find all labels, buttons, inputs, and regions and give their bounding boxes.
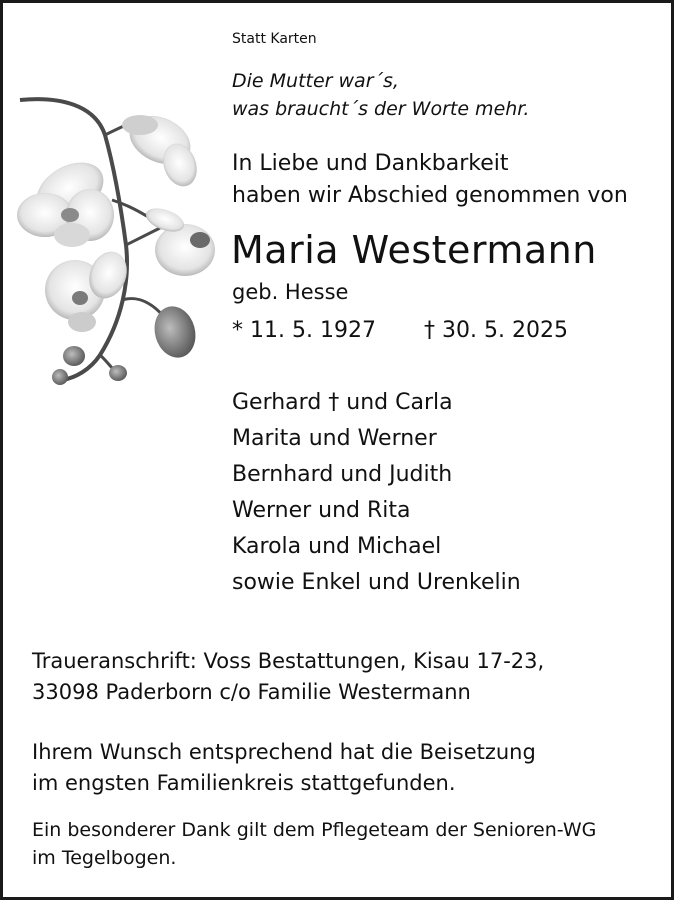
funeral-note-line-2: im engsten Familienkreis stattgefunden. bbox=[32, 771, 456, 795]
orchid-branch-icon bbox=[0, 0, 230, 400]
thanks-line-2: im Tegelbogen. bbox=[32, 847, 177, 869]
address bbox=[32, 646, 544, 708]
thanks-line-1: Ein besonderer Dank gilt dem Pflegeteam der Senioren-WG bbox=[32, 819, 597, 841]
list-item: Gerhard † und Carla bbox=[232, 390, 453, 415]
intro bbox=[232, 148, 628, 212]
death-date: † 30. 5. 2025 bbox=[424, 318, 568, 343]
intro-line-2: haben wir Abschied genommen von bbox=[232, 183, 628, 208]
deceased-name: Maria Westermann bbox=[231, 228, 597, 272]
list-item: Marita und Werner bbox=[232, 426, 437, 451]
list-item: Karola und Michael bbox=[232, 534, 442, 559]
address-line-2: 33098 Paderborn c/o Familie Westermann bbox=[32, 680, 471, 704]
list-item: Werner und Rita bbox=[232, 498, 411, 523]
mourners-list bbox=[232, 385, 521, 601]
list-item: Bernhard und Judith bbox=[232, 462, 453, 487]
quote-line-1: Die Mutter war´s, bbox=[232, 70, 399, 92]
intro-line-1: In Liebe und Dankbarkeit bbox=[232, 151, 509, 176]
quote-line-2: was braucht´s der Worte mehr. bbox=[232, 98, 530, 120]
birth-date: * 11. 5. 1927 bbox=[232, 318, 376, 343]
funeral-note bbox=[32, 737, 536, 799]
address-line-1: Traueranschrift: Voss Bestattungen, Kisau 17-23, bbox=[32, 649, 545, 673]
statt-karten-label: Statt Karten bbox=[232, 31, 317, 47]
list-item: sowie Enkel und Urenkelin bbox=[232, 570, 521, 595]
birth-name: geb. Hesse bbox=[232, 280, 349, 304]
quote bbox=[232, 67, 529, 123]
thanks bbox=[32, 816, 596, 872]
funeral-note-line-1: Ihrem Wunsch entsprechend hat die Beisetzung bbox=[32, 740, 536, 764]
